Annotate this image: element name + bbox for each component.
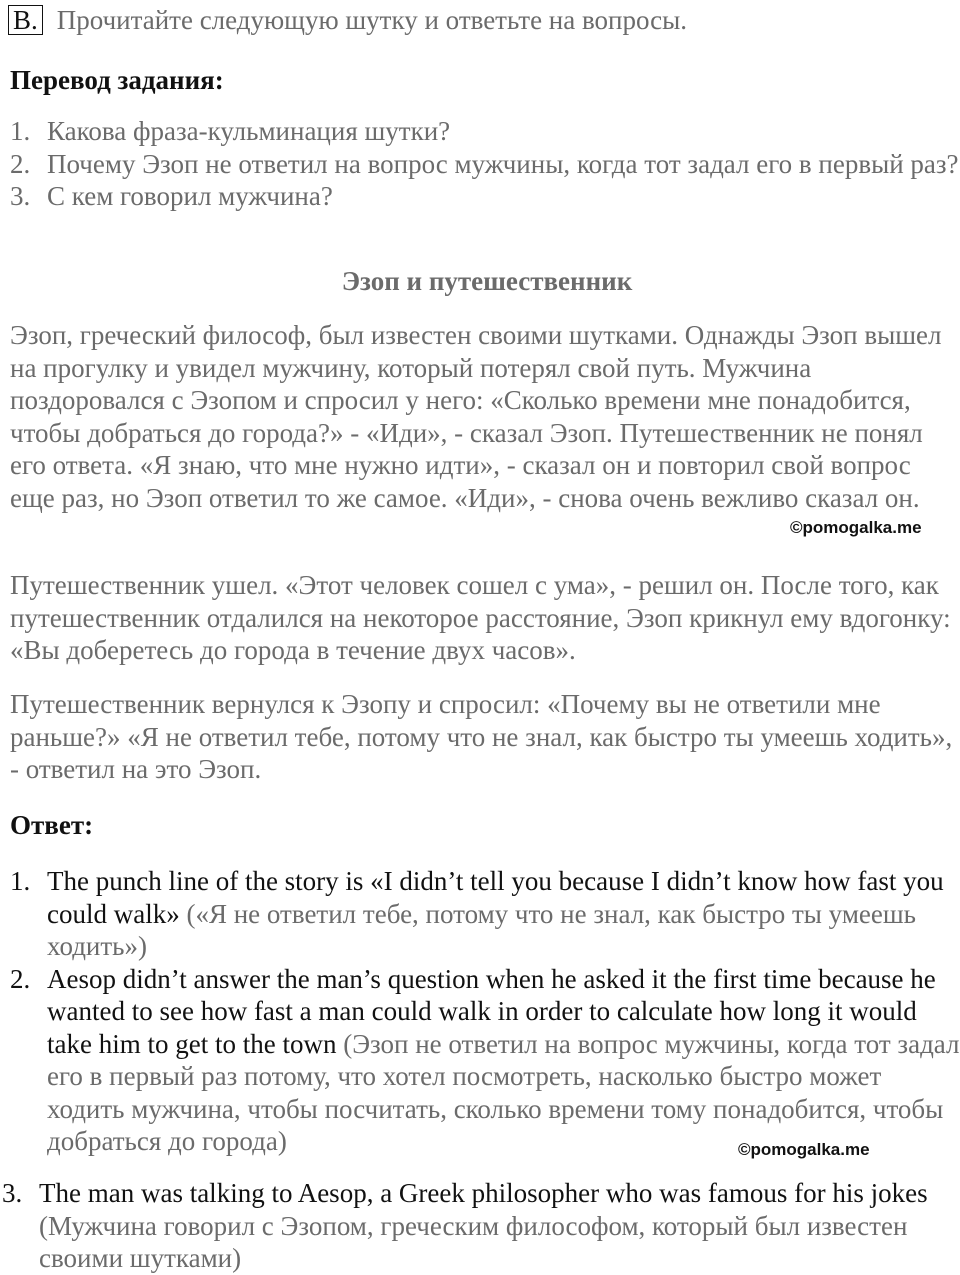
question-item	[10, 115, 960, 148]
answer-english: Aesop didn’t answer the man’s question when he asked it the first time because he wanted to see how fast a man could walk in order to calculate how long it would take him to get to the town	[47, 963, 936, 1059]
story-paragraph-3: Путешественник вернулся к Эзопу и спросил: «Почему вы не ответили мне раньше?» «Я не ответил тебе, потому что не знал, как быстро ты умеешь ходить», - ответил на это Эзоп.	[10, 689, 953, 784]
question-number: 1.	[10, 116, 31, 146]
translation-heading: Перевод задания:	[10, 65, 224, 95]
answers-list	[10, 865, 960, 1158]
task-text: Прочитайте следующую шутку и ответьте на вопросы.	[56, 5, 688, 35]
story-paragraph-1: Эзоп, греческий философ, был известен своими шутками. Однажды Эзоп вышел на прогулку и увидел мужчину, который потерял свой путь. Мужчина поздоровался с Эзопом и спросил у него: «Сколько времени мне понадобится, чтобы добраться до города?» - «Иди», - сказал Эзоп. Путешественник не понял его ответа. «Я знаю, что мне нужно идти», - сказал он и повторил свой вопрос еще раз, но Эзоп ответил то же самое. «Иди», - снова очень вежливо сказал он.	[10, 320, 942, 513]
questions-list	[10, 115, 960, 213]
answers-list-continued	[2, 1177, 932, 1275]
story-title: Эзоп и путешественник	[341, 266, 633, 296]
answer-english: The punch line of the story is «I didn’t tell you because I didn’t know how fast you could walk»	[47, 866, 944, 929]
answer-russian: (Мужчина говорил с Эзопом, греческим философом, который был известен своими шутками)	[39, 1210, 908, 1273]
answer-russian: (Эзоп не ответил на вопрос мужчины, когда тот задал его в первый раз потому, что хотел посмотреть, насколько быстро может ходить мужчина, чтобы посчитать, сколько времени тому понадобится, чтобы добраться до города)	[47, 1028, 960, 1156]
question-text: Какова фраза-кульминация шутки?	[47, 116, 451, 146]
question-number: 2.	[10, 148, 31, 179]
answer-number: 1.	[10, 866, 31, 896]
watermark: ©pomogalka.me	[738, 1140, 870, 1159]
answer-heading: Ответ:	[10, 810, 94, 840]
story-paragraph-2: Путешественник ушел. «Этот человек сошел с ума», - решил он. После того, как путешественник отдалился на некоторое расстояние, Эзоп крикнул ему вдогонку: «Вы доберетесь до города в течение двух часов».	[10, 570, 951, 665]
answer-english: The man was talking to Aesop, a Greek philosopher who was famous for his jokes	[39, 1178, 928, 1208]
answer-item	[10, 963, 960, 1158]
task-line	[8, 4, 687, 37]
answer-number: 3.	[2, 1178, 23, 1208]
question-text: Почему Эзоп не ответил на вопрос мужчины, когда тот задал его в первый раз?	[47, 148, 959, 179]
question-item	[10, 180, 960, 213]
question-item	[10, 148, 960, 181]
answer-item	[10, 865, 960, 963]
question-text: С кем говорил мужчина?	[47, 181, 333, 211]
watermark: ©pomogalka.me	[790, 518, 922, 537]
answer-item	[2, 1177, 932, 1275]
task-letter-box: B.	[8, 5, 43, 35]
question-number: 3.	[10, 181, 31, 211]
answer-russian: («Я не ответил тебе, потому что не знал, как быстро ты умеешь ходить»)	[47, 898, 916, 961]
answer-number: 2.	[10, 963, 31, 994]
